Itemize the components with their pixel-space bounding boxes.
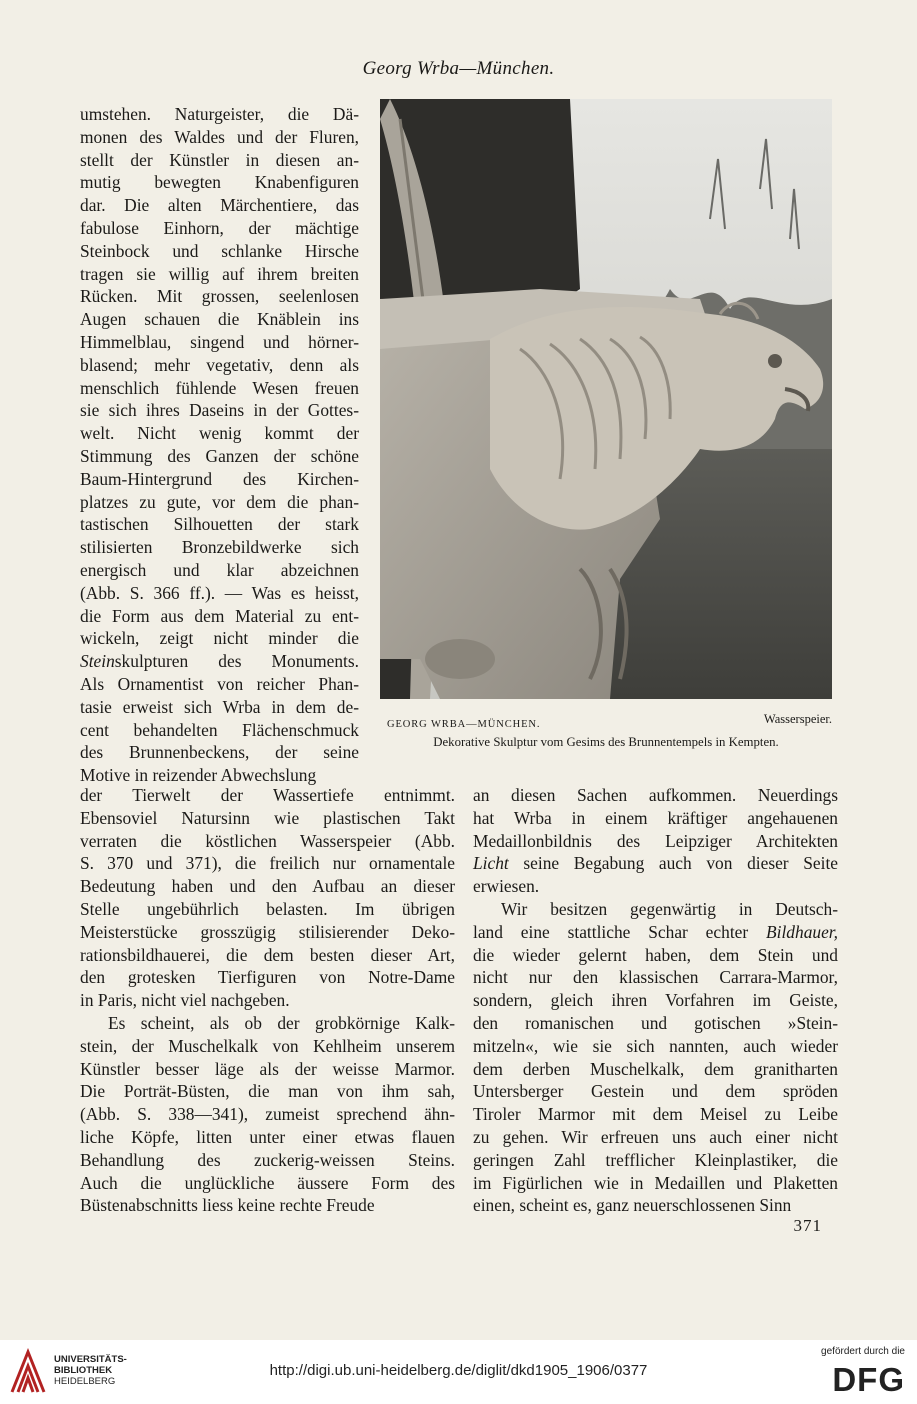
text-line: Untersberger Gestein und dem spröden [473, 1081, 838, 1102]
text-line: stilisierten Bronzebildwerke sich [80, 537, 359, 558]
text-line: hat Wrba in einem kräftiger angehauenen [473, 807, 838, 828]
text-line: verraten die köstlichen Wasserspeier (Abb. [80, 830, 455, 851]
paragraph-lines [80, 1012, 455, 1217]
text-line: Stimmung des Ganzen der schöne [80, 445, 359, 466]
text-line: Ebensoviel Natursinn wie plastischen Takt [80, 807, 455, 828]
page-number: 371 [793, 1216, 822, 1235]
paragraph-lines [80, 103, 359, 787]
text-line: wickeln, zeigt nicht minder die [80, 628, 359, 649]
text-line: die Form aus dem Material zu ent- [80, 605, 359, 626]
text-line: nicht nur den klassischen Carrara-Marmor, [473, 967, 838, 988]
text-line: dar. Die alten Märchentiere, das [80, 195, 359, 216]
text-line: Rücken. Mit grossen, seelenlosen [80, 286, 359, 307]
library-name-line: UNIVERSITÄTS- [54, 1354, 127, 1365]
text-line: in Paris, nicht viel nachgeben. [80, 990, 290, 1011]
text-line: tasie erweist sich Wrba in dem de- [80, 696, 359, 717]
left-column-top [80, 103, 359, 787]
text-line: Meisterstücke grosszügig stilisierender Deko- [80, 921, 455, 942]
text-line: Stelle ungebührlich belasten. Im übrigen [80, 898, 455, 919]
text-line: der Tierwelt der Wassertiefe entnimmt. [80, 785, 455, 805]
text-line: liche Köpfe, litten unter einer etwas flauen [80, 1126, 455, 1147]
text-line: Auch die unglückliche äussere Form des [80, 1172, 455, 1193]
text-line: Licht seine Begabung auch von dieser Seite [473, 853, 838, 874]
paragraph-lines [473, 898, 838, 1217]
paragraph-lines [80, 784, 455, 1012]
text-line: Augen schauen die Knäblein ins [80, 309, 359, 330]
library-name-line: BIBLIOTHEK [54, 1365, 113, 1376]
text-line: Büstenabschnitts liess keine rechte Freude [80, 1195, 375, 1216]
text-line: Es scheint, als ob der grobkörnige Kalk- [108, 1012, 455, 1033]
text-line: (Abb. S. 366 ff.). — Was es heisst, [80, 582, 359, 603]
text-line: umstehen. Naturgeister, die Dä- [80, 104, 359, 124]
digitization-footer [0, 1340, 917, 1404]
text-line: tastischen Silhouetten der stark [80, 514, 359, 535]
text-line: einen, scheint es, ganz neuerschlossenen Sinn [473, 1195, 792, 1216]
text-line: zu gehen. Wir erfreuen uns auch einer nicht [473, 1126, 838, 1147]
text-line: tragen sie willig auf ihrem breiten [80, 263, 359, 284]
text-line: dem derben Muschelkalk, dem granitharten [473, 1058, 838, 1079]
gargoyle-photo [380, 99, 832, 699]
text-line: Medaillonbildnis des Leipziger Architekten [473, 830, 838, 851]
text-line: Steinskulpturen des Monuments. [80, 651, 359, 672]
text-line: des Brunnenbeckens, der seine [80, 742, 359, 763]
right-column [473, 784, 838, 1217]
text-line: land eine stattliche Schar echter Bildhauer, [473, 921, 838, 942]
text-line: den romanischen und gotischen »Stein- [473, 1012, 838, 1033]
text-line: stellt der Künstler in diesen an- [80, 149, 359, 170]
sculpture-photograph [380, 99, 832, 699]
dfg-logo: DFG [832, 1361, 905, 1398]
text-line: Himmelblau, singend und hörner- [80, 331, 359, 352]
text-line: mitzeln«, wie sie sich nannten, auch wieder [473, 1035, 838, 1056]
text-line: platzes zu gute, vor dem die phan- [80, 491, 359, 512]
text-line: menschlich fühlende Wesen freuen [80, 377, 359, 398]
figure-credit: GEORG WRBA—MÜNCHEN. [387, 719, 541, 730]
text-line: im Figürlichen wie in Medaillen und Plaketten [473, 1172, 838, 1193]
text-line: Behandlung des zuckerig-weissen Steins. [80, 1149, 455, 1170]
text-line: monen des Waldes und der Fluren, [80, 126, 359, 147]
text-line: an diesen Sachen aufkommen. Neuerdings [473, 785, 838, 805]
source-url-link[interactable]: http://digi.ub.uni-heidelberg.de/diglit/dkd1905_1906/0377 [269, 1362, 648, 1379]
text-line: erwiesen. [473, 876, 540, 897]
text-line: sie sich ihres Daseins in der Gottes- [80, 400, 359, 421]
text-line: S. 370 und 371), die freilich nur ornamentale [80, 853, 455, 874]
text-line: stein, der Muschelkalk von Kehlheim unserem [80, 1035, 455, 1056]
text-line: welt. Nicht wenig kommt der [80, 423, 359, 444]
figure-title: Wasserspeier. [763, 712, 832, 726]
text-line: die wieder gelernt haben, dem Stein und [473, 944, 838, 965]
funding-note: gefördert durch die [821, 1346, 905, 1357]
text-line: fabulose Einhorn, der mächtige [80, 217, 359, 238]
text-line: Wir besitzen gegenwärtig in Deutsch- [501, 898, 838, 919]
text-line: sondern, gleich ihren Vorfahren im Geiste, [473, 990, 838, 1011]
left-column-bottom [80, 784, 455, 1217]
text-line: Tiroler Marmor mit dem Meisel zu Leibe [473, 1104, 838, 1125]
text-line: Bedeutung haben und den Aufbau an dieser [80, 876, 455, 897]
text-line: Als Ornamentist von reicher Phan- [80, 673, 359, 694]
text-line: Künstler besser läge als der weisse Marmor. [80, 1058, 455, 1079]
running-head: Georg Wrba—München. [362, 58, 555, 79]
text-line: rationsbildhauerei, die dem besten dieser Art, [80, 944, 455, 965]
text-line: Die Porträt-Büsten, die man von ihm sah, [80, 1081, 455, 1102]
text-line: energisch und klar abzeichnen [80, 559, 359, 580]
library-name-line: HEIDELBERG [54, 1376, 116, 1387]
text-line: geringen Zahl trefflicher Kleinplastiker, die [473, 1149, 838, 1170]
text-line: cent behandelten Flächenschmuck [80, 719, 359, 740]
text-line: (Abb. S. 338—341), zumeist sprechend ähn- [80, 1104, 455, 1125]
paragraph-lines [473, 784, 838, 898]
figure-caption: Dekorative Skulptur vom Gesims des Brunnentempels in Kempten. [433, 735, 779, 749]
text-line: Steinbock und schlanke Hirsche [80, 240, 359, 261]
text-line: mutig bewegten Knabenfiguren [80, 172, 359, 193]
text-line: Baum-Hintergrund des Kirchen- [80, 468, 359, 489]
text-line: den grotesken Tierfiguren von Notre-Dame [80, 967, 455, 988]
text-line: blasend; mehr vegetativ, denn als [80, 354, 359, 375]
text-line: Motive in reizender Abwechslung [80, 765, 317, 786]
